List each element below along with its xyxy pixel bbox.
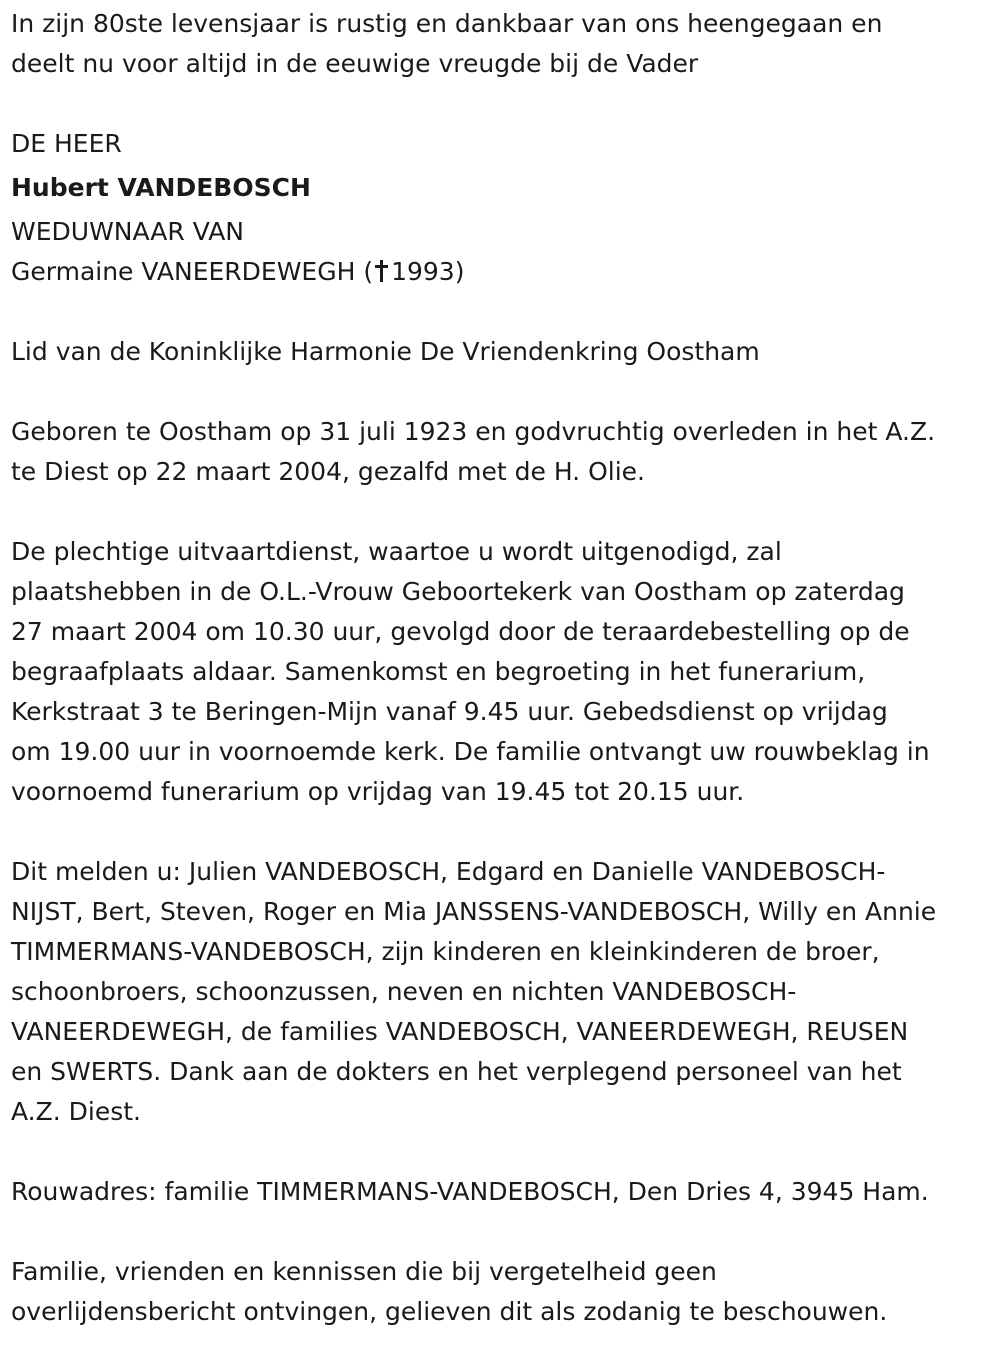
intro-line: deelt nu voor altijd in de eeuwige vreugde bij de Vader bbox=[11, 49, 699, 78]
obituary-notice bbox=[11, 4, 996, 1332]
announcers-line: NIJST, Bert, Steven, Roger en Mia JANSSENS-VANDEBOSCH, Willy en Annie bbox=[11, 897, 937, 926]
service-line: begraafplaats aldaar. Samenkomst en begroeting in het funerarium, bbox=[11, 657, 866, 686]
cross-icon bbox=[375, 260, 387, 282]
spouse-name: Germaine VANEERDEWEGH ( bbox=[11, 257, 374, 286]
spacer bbox=[11, 812, 996, 852]
service-line: De plechtige uitvaartdienst, waartoe u wordt uitgenodigd, zal bbox=[11, 537, 782, 566]
spouse-death-year: 1993) bbox=[391, 257, 465, 286]
announcers-line: en SWERTS. Dank aan de dokters en het verplegend personeel van het bbox=[11, 1057, 902, 1086]
service-line: 27 maart 2004 om 10.30 uur, gevolgd door de teraardebestelling op de bbox=[11, 617, 910, 646]
announcers-line: TIMMERMANS-VANDEBOSCH, zijn kinderen en kleinkinderen de broer, bbox=[11, 937, 880, 966]
spacer bbox=[11, 84, 996, 124]
spacer bbox=[11, 1212, 996, 1252]
closing-paragraph bbox=[11, 1252, 996, 1332]
service-line: plaatshebben in de O.L.-Vrouw Geboortekerk van Oostham op zaterdag bbox=[11, 577, 905, 606]
mourning-address: Rouwadres: familie TIMMERMANS-VANDEBOSCH, Den Dries 4, 3945 Ham. bbox=[11, 1177, 929, 1206]
announcers-line: schoonbroers, schoonzussen, neven en nichten VANDEBOSCH- bbox=[11, 977, 797, 1006]
honorific: DE HEER bbox=[11, 129, 122, 158]
spouse-line bbox=[11, 252, 996, 292]
closing-line: Familie, vrienden en kennissen die bij vergetelheid geen bbox=[11, 1257, 717, 1286]
spacer bbox=[11, 1132, 996, 1172]
membership-line: Lid van de Koninklijke Harmonie De Vriendenkring Oostham bbox=[11, 337, 760, 366]
birth-death-line: te Diest op 22 maart 2004, gezalfd met de H. Olie. bbox=[11, 457, 645, 486]
service-line: om 19.00 uur in voornoemde kerk. De familie ontvangt uw rouwbeklag in bbox=[11, 737, 930, 766]
intro-paragraph bbox=[11, 4, 996, 84]
announcers-line: Dit melden u: Julien VANDEBOSCH, Edgard en Danielle VANDEBOSCH- bbox=[11, 857, 886, 886]
birth-death-line: Geboren te Oostham op 31 juli 1923 en godvruchtig overleden in het A.Z. bbox=[11, 417, 936, 446]
announcers-line: VANEERDEWEGH, de families VANDEBOSCH, VANEERDEWEGH, REUSEN bbox=[11, 1017, 909, 1046]
marital-status: WEDUWNAAR VAN bbox=[11, 217, 245, 246]
closing-line: overlijdensbericht ontvingen, gelieven dit als zodanig te beschouwen. bbox=[11, 1297, 888, 1326]
spacer bbox=[11, 492, 996, 532]
spacer bbox=[11, 372, 996, 412]
service-line: Kerkstraat 3 te Beringen-Mijn vanaf 9.45 uur. Gebedsdienst op vrijdag bbox=[11, 697, 888, 726]
intro-line: In zijn 80ste levensjaar is rustig en dankbaar van ons heengegaan en bbox=[11, 9, 883, 38]
service-paragraph bbox=[11, 532, 996, 812]
service-line: voornoemd funerarium op vrijdag van 19.45 tot 20.15 uur. bbox=[11, 777, 745, 806]
announcers-line: A.Z. Diest. bbox=[11, 1097, 141, 1126]
announcers-paragraph bbox=[11, 852, 996, 1132]
deceased-name: Hubert VANDEBOSCH bbox=[11, 173, 311, 202]
spacer bbox=[11, 292, 996, 332]
birth-death-paragraph bbox=[11, 412, 996, 492]
